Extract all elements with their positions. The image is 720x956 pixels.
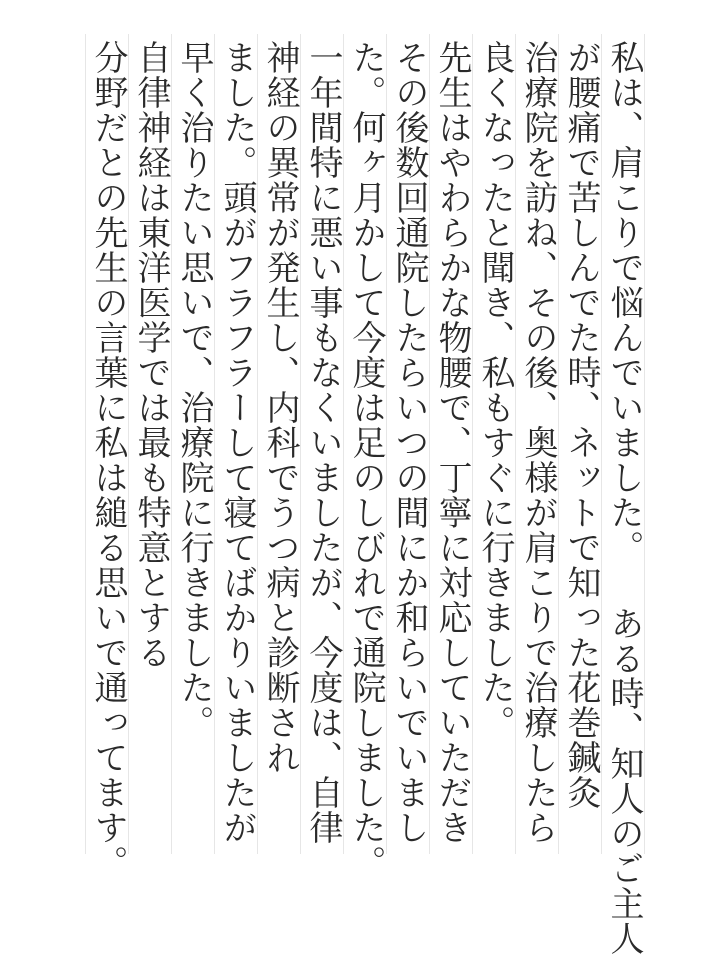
letter-line-7: た。何ヶ月かして今度は足のしびれで通院しました。 (346, 40, 386, 880)
rule-line (85, 34, 86, 854)
letter-line-3: 治療院を訪ね、その後、奥様が肩こりで治療したら (518, 40, 558, 845)
letter-line-9: 神経の異常が発生し、内科でうつ病と診断され (260, 40, 300, 775)
letter-line-6: その後数回通院したらいつの間にか和らいでいまし (389, 40, 429, 845)
letter-line-8: 一年間特に悪い事もなくいましたが、今度は、自律 (303, 40, 343, 845)
letter-line-12: 自律神経は東洋医学では最も特意とする (131, 40, 171, 670)
letter-line-11: 早く治りたい思いで、治療院に行きました。 (174, 40, 214, 740)
letter-line-2: が腰痛で苦しんでた時、ネットで知った花巻鍼灸 (561, 40, 601, 810)
letter-line-5: 先生はやわらかな物腰で、丁寧に対応していただき (432, 40, 472, 845)
letter-line-1: 私は、肩こりで悩んでいました。 ある時、知人のご主人 (604, 40, 644, 956)
letter-line-13: 分野だとの先生の言葉に私は縋る思いで通ってます。 (88, 40, 128, 880)
letter-line-4: 良くなったと聞き、私もすぐに行きました。 (475, 40, 515, 740)
letter-line-10: ました。頭がフラフラーして寝てばかりいましたが (217, 40, 257, 845)
